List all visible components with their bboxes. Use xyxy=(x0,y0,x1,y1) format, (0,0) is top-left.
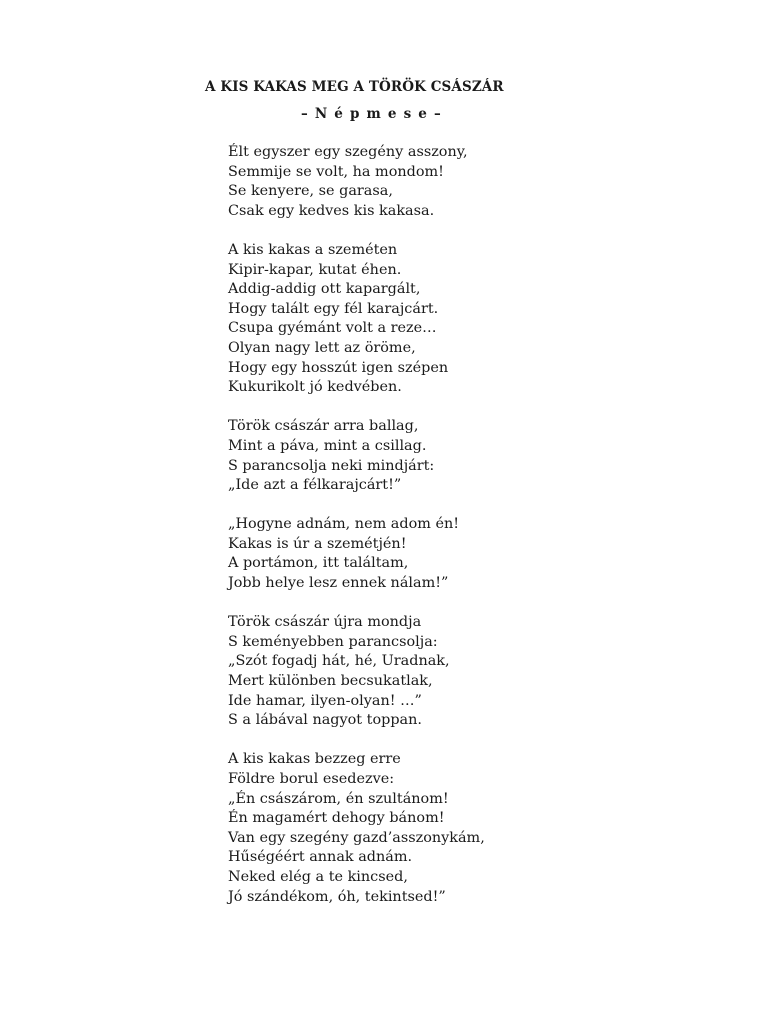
poem-line: Élt egyszer egy szegény asszony, xyxy=(228,144,468,160)
poem-line: S a lábával nagyot toppan. xyxy=(228,712,422,729)
poem-line: Török császár arra ballag, xyxy=(228,418,419,435)
poem-line: Ide hamar, ilyen-olyan! …” xyxy=(228,692,422,709)
poem-line: Se kenyere, se garasa, xyxy=(228,183,393,200)
poem-line: Van egy szegény gazd’asszonykám, xyxy=(228,829,485,846)
poem-line: A portámon, itt találtam, xyxy=(228,555,409,572)
poem-line: Mint a páva, mint a csillag. xyxy=(228,437,427,454)
poem-line: Mert különben becsukatlak, xyxy=(228,673,433,690)
poem-line: Jobb helye lesz ennek nálam!” xyxy=(228,575,449,592)
stanza xyxy=(228,417,648,495)
poem-line: A kis kakas bezzeg erre xyxy=(228,751,401,768)
poem-line: Kipir-kapar, kutat éhen. xyxy=(228,261,402,278)
poem-line: Hűségéért annak adnám. xyxy=(228,849,413,866)
stanza xyxy=(228,143,648,221)
poem-line: A kis kakas a szeméten xyxy=(228,241,398,258)
poem-line: „Én császárom, én szultánom! xyxy=(228,790,449,807)
poem-line: Hogy egy hosszút igen szépen xyxy=(228,359,449,376)
poem-line: Addig-addig ott kapargált, xyxy=(228,281,421,298)
poem-line: S keményebben parancsolja: xyxy=(228,633,438,650)
poem-line: „Hogyne adnám, nem adom én! xyxy=(228,516,460,533)
stanza xyxy=(228,750,648,907)
poem-line: Csupa gyémánt volt a reze… xyxy=(228,320,437,337)
poem-line: Kakas is úr a szemétjén! xyxy=(228,535,407,552)
poem-subtitle: – N é p m e s e – xyxy=(301,106,442,122)
stanza xyxy=(228,613,648,731)
poem-line: Török császár újra mondja xyxy=(228,614,422,631)
poem-line: „Ide azt a félkarajcárt!” xyxy=(228,477,402,494)
poem-line: Csak egy kedves kis kakasa. xyxy=(228,202,435,219)
poem-title: A KIS KAKAS MEG A TÖRÖK CSÁSZÁR xyxy=(205,79,504,95)
poem-line: Földre borul esedezve: xyxy=(228,771,395,787)
poem-line: S parancsolja neki mindjárt: xyxy=(228,457,435,474)
poem-line: Neked elég a te kincsed, xyxy=(228,868,408,885)
poem-line: Jó szándékom, óh, tekintsed!” xyxy=(228,888,446,905)
stanza xyxy=(228,241,648,398)
poem-line: Olyan nagy lett az öröme, xyxy=(228,339,416,356)
stanza xyxy=(228,515,648,593)
poem-line: Én magamért dehogy bánom! xyxy=(228,810,445,827)
poem-line: Semmije se volt, ha mondom! xyxy=(228,163,444,180)
poem-line: Hogy talált egy fél karajcárt. xyxy=(228,300,439,317)
poem-line: „Szót fogadj hát, hé, Uradnak, xyxy=(228,653,450,670)
poem-line: Kukurikolt jó kedvében. xyxy=(228,379,402,396)
poem-body xyxy=(228,143,648,927)
